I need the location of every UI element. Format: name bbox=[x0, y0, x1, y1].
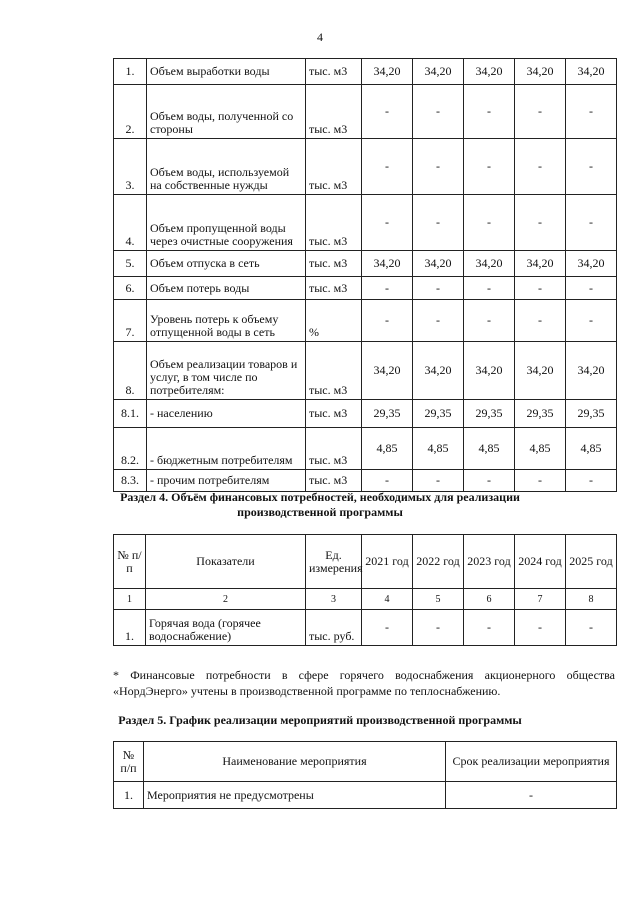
row-num: 8.3. bbox=[114, 470, 147, 492]
index-cell: 7 bbox=[515, 589, 566, 610]
row-indicator: - бюджетным потребителям bbox=[147, 428, 306, 470]
row-indicator: Горячая вода (горячее водоснабжение) bbox=[146, 610, 306, 646]
row-value: - bbox=[515, 195, 566, 251]
row-unit: тыс. м3 bbox=[306, 342, 362, 400]
row-value: 29,35 bbox=[362, 400, 413, 428]
row-value: - bbox=[413, 85, 464, 139]
header-year-2021: 2021 год bbox=[362, 535, 413, 589]
row-unit: тыс. м3 bbox=[306, 195, 362, 251]
row-value: - bbox=[362, 470, 413, 492]
index-cell: 3 bbox=[306, 589, 362, 610]
table-row bbox=[114, 195, 617, 251]
row-value: 34,20 bbox=[464, 342, 515, 400]
row-unit: тыс. руб. bbox=[306, 610, 362, 646]
row-activity-name: Мероприятия не предусмотрены bbox=[144, 782, 446, 809]
row-value: 29,35 bbox=[566, 400, 617, 428]
row-value: 4,85 bbox=[362, 428, 413, 470]
row-unit: тыс. м3 bbox=[306, 470, 362, 492]
financial-needs-table bbox=[113, 534, 617, 646]
row-value: 29,35 bbox=[464, 400, 515, 428]
financial-header-row bbox=[114, 535, 617, 589]
row-unit: тыс. м3 bbox=[306, 400, 362, 428]
table-row bbox=[114, 277, 617, 300]
row-value: - bbox=[566, 300, 617, 342]
table-row bbox=[114, 782, 617, 809]
water-balance-table bbox=[113, 58, 617, 492]
row-value: - bbox=[413, 277, 464, 300]
row-value: 34,20 bbox=[515, 342, 566, 400]
row-num: 8.1. bbox=[114, 400, 147, 428]
header-year-2023: 2023 год bbox=[464, 535, 515, 589]
row-num: 7. bbox=[114, 300, 147, 342]
row-value: - bbox=[515, 300, 566, 342]
row-indicator: Объем отпуска в сеть bbox=[147, 251, 306, 277]
row-value: 34,20 bbox=[464, 251, 515, 277]
row-num: 1. bbox=[114, 59, 147, 85]
activities-schedule-table bbox=[113, 741, 617, 809]
row-value: - bbox=[464, 277, 515, 300]
row-num: 1. bbox=[114, 782, 144, 809]
row-value: - bbox=[566, 85, 617, 139]
row-value: 34,20 bbox=[464, 59, 515, 85]
row-unit: тыс. м3 bbox=[306, 428, 362, 470]
row-value: - bbox=[464, 195, 515, 251]
row-value: 4,85 bbox=[413, 428, 464, 470]
row-value: - bbox=[413, 139, 464, 195]
table-row bbox=[114, 300, 617, 342]
section4-title-line2: производственной программы bbox=[237, 505, 403, 519]
row-value: 34,20 bbox=[413, 342, 464, 400]
row-indicator: Уровень потерь к объему отпущенной воды в сеть bbox=[147, 300, 306, 342]
row-value: 34,20 bbox=[413, 251, 464, 277]
row-value: 29,35 bbox=[413, 400, 464, 428]
table-row bbox=[114, 251, 617, 277]
row-value: 4,85 bbox=[464, 428, 515, 470]
table-row bbox=[114, 85, 617, 139]
row-value: 34,20 bbox=[362, 251, 413, 277]
row-indicator: Объем выработки воды bbox=[147, 59, 306, 85]
index-cell: 8 bbox=[566, 589, 617, 610]
row-value: - bbox=[566, 277, 617, 300]
row-indicator: - населению bbox=[147, 400, 306, 428]
row-num: 6. bbox=[114, 277, 147, 300]
row-unit: тыс. м3 bbox=[306, 277, 362, 300]
row-value: - bbox=[413, 195, 464, 251]
row-value: 34,20 bbox=[515, 59, 566, 85]
row-value: 34,20 bbox=[362, 342, 413, 400]
row-indicator: Объем реализации товаров и услуг, в том числе по потребителям: bbox=[147, 342, 306, 400]
row-value: - bbox=[566, 139, 617, 195]
table-row bbox=[114, 400, 617, 428]
header-activity-name: Наименование мероприятия bbox=[144, 742, 446, 782]
row-num: 8. bbox=[114, 342, 147, 400]
row-value: - bbox=[362, 195, 413, 251]
row-indicator: - прочим потребителям bbox=[147, 470, 306, 492]
row-num: 1. bbox=[114, 610, 146, 646]
row-num: 2. bbox=[114, 85, 147, 139]
row-value: 34,20 bbox=[566, 59, 617, 85]
table-row bbox=[114, 59, 617, 85]
row-num: 3. bbox=[114, 139, 147, 195]
row-value: - bbox=[566, 195, 617, 251]
page-number: 4 bbox=[317, 30, 323, 44]
row-value: - bbox=[566, 470, 617, 492]
row-value: - bbox=[566, 610, 617, 646]
row-indicator: Объем воды, полученной со стороны bbox=[147, 85, 306, 139]
index-cell: 1 bbox=[114, 589, 146, 610]
row-value: - bbox=[362, 277, 413, 300]
row-value: - bbox=[362, 610, 413, 646]
index-cell: 5 bbox=[413, 589, 464, 610]
header-term: Срок реализации мероприятия bbox=[446, 742, 617, 782]
table-row bbox=[114, 470, 617, 492]
section4-title bbox=[0, 490, 640, 520]
row-unit: % bbox=[306, 300, 362, 342]
index-cell: 4 bbox=[362, 589, 413, 610]
header-year-2024: 2024 год bbox=[515, 535, 566, 589]
schedule-header-row bbox=[114, 742, 617, 782]
table-row bbox=[114, 342, 617, 400]
row-value: - bbox=[362, 139, 413, 195]
row-unit: тыс. м3 bbox=[306, 85, 362, 139]
row-value: - bbox=[464, 300, 515, 342]
row-unit: тыс. м3 bbox=[306, 59, 362, 85]
row-unit: тыс. м3 bbox=[306, 139, 362, 195]
row-value: 34,20 bbox=[566, 251, 617, 277]
row-value: - bbox=[464, 85, 515, 139]
row-term: - bbox=[446, 782, 617, 809]
row-value: - bbox=[515, 139, 566, 195]
row-value: 34,20 bbox=[413, 59, 464, 85]
row-value: 34,20 bbox=[566, 342, 617, 400]
row-num: 4. bbox=[114, 195, 147, 251]
row-value: - bbox=[464, 470, 515, 492]
row-indicator: Объем пропущенной воды через очистные сооружения bbox=[147, 195, 306, 251]
row-indicator: Объем потерь воды bbox=[147, 277, 306, 300]
row-value: - bbox=[413, 610, 464, 646]
row-value: - bbox=[362, 85, 413, 139]
row-value: - bbox=[413, 470, 464, 492]
row-num: 8.2. bbox=[114, 428, 147, 470]
table-row bbox=[114, 428, 617, 470]
header-unit: Ед. измерения bbox=[306, 535, 362, 589]
table-row bbox=[114, 139, 617, 195]
section5-title: Раздел 5. График реализации мероприятий производственной программы bbox=[118, 713, 522, 727]
header-num: № п/п bbox=[114, 742, 144, 782]
table-row bbox=[114, 610, 617, 646]
row-num: 5. bbox=[114, 251, 147, 277]
row-value: 34,20 bbox=[515, 251, 566, 277]
row-indicator: Объем воды, используемой на собственные нужды bbox=[147, 139, 306, 195]
header-year-2022: 2022 год bbox=[413, 535, 464, 589]
row-value: - bbox=[413, 300, 464, 342]
header-num: № п/п bbox=[114, 535, 146, 589]
footnote: * Финансовые потребности в сфере горячего водоснабжения акционерного общества «НордЭнерго» учтены в производственной программе по теплоснабжению. bbox=[113, 668, 615, 698]
index-cell: 2 bbox=[146, 589, 306, 610]
row-value: 4,85 bbox=[515, 428, 566, 470]
row-value: - bbox=[464, 610, 515, 646]
financial-index-row bbox=[114, 589, 617, 610]
row-value: - bbox=[362, 300, 413, 342]
row-value: 4,85 bbox=[566, 428, 617, 470]
section4-title-line1: Раздел 4. Объём финансовых потребностей, необходимых для реализации bbox=[120, 490, 520, 504]
header-indicator: Показатели bbox=[146, 535, 306, 589]
row-value: 29,35 bbox=[515, 400, 566, 428]
row-value: - bbox=[515, 470, 566, 492]
row-value: - bbox=[515, 277, 566, 300]
row-value: 34,20 bbox=[362, 59, 413, 85]
header-year-2025: 2025 год bbox=[566, 535, 617, 589]
row-value: - bbox=[515, 610, 566, 646]
row-unit: тыс. м3 bbox=[306, 251, 362, 277]
row-value: - bbox=[515, 85, 566, 139]
row-value: - bbox=[464, 139, 515, 195]
index-cell: 6 bbox=[464, 589, 515, 610]
